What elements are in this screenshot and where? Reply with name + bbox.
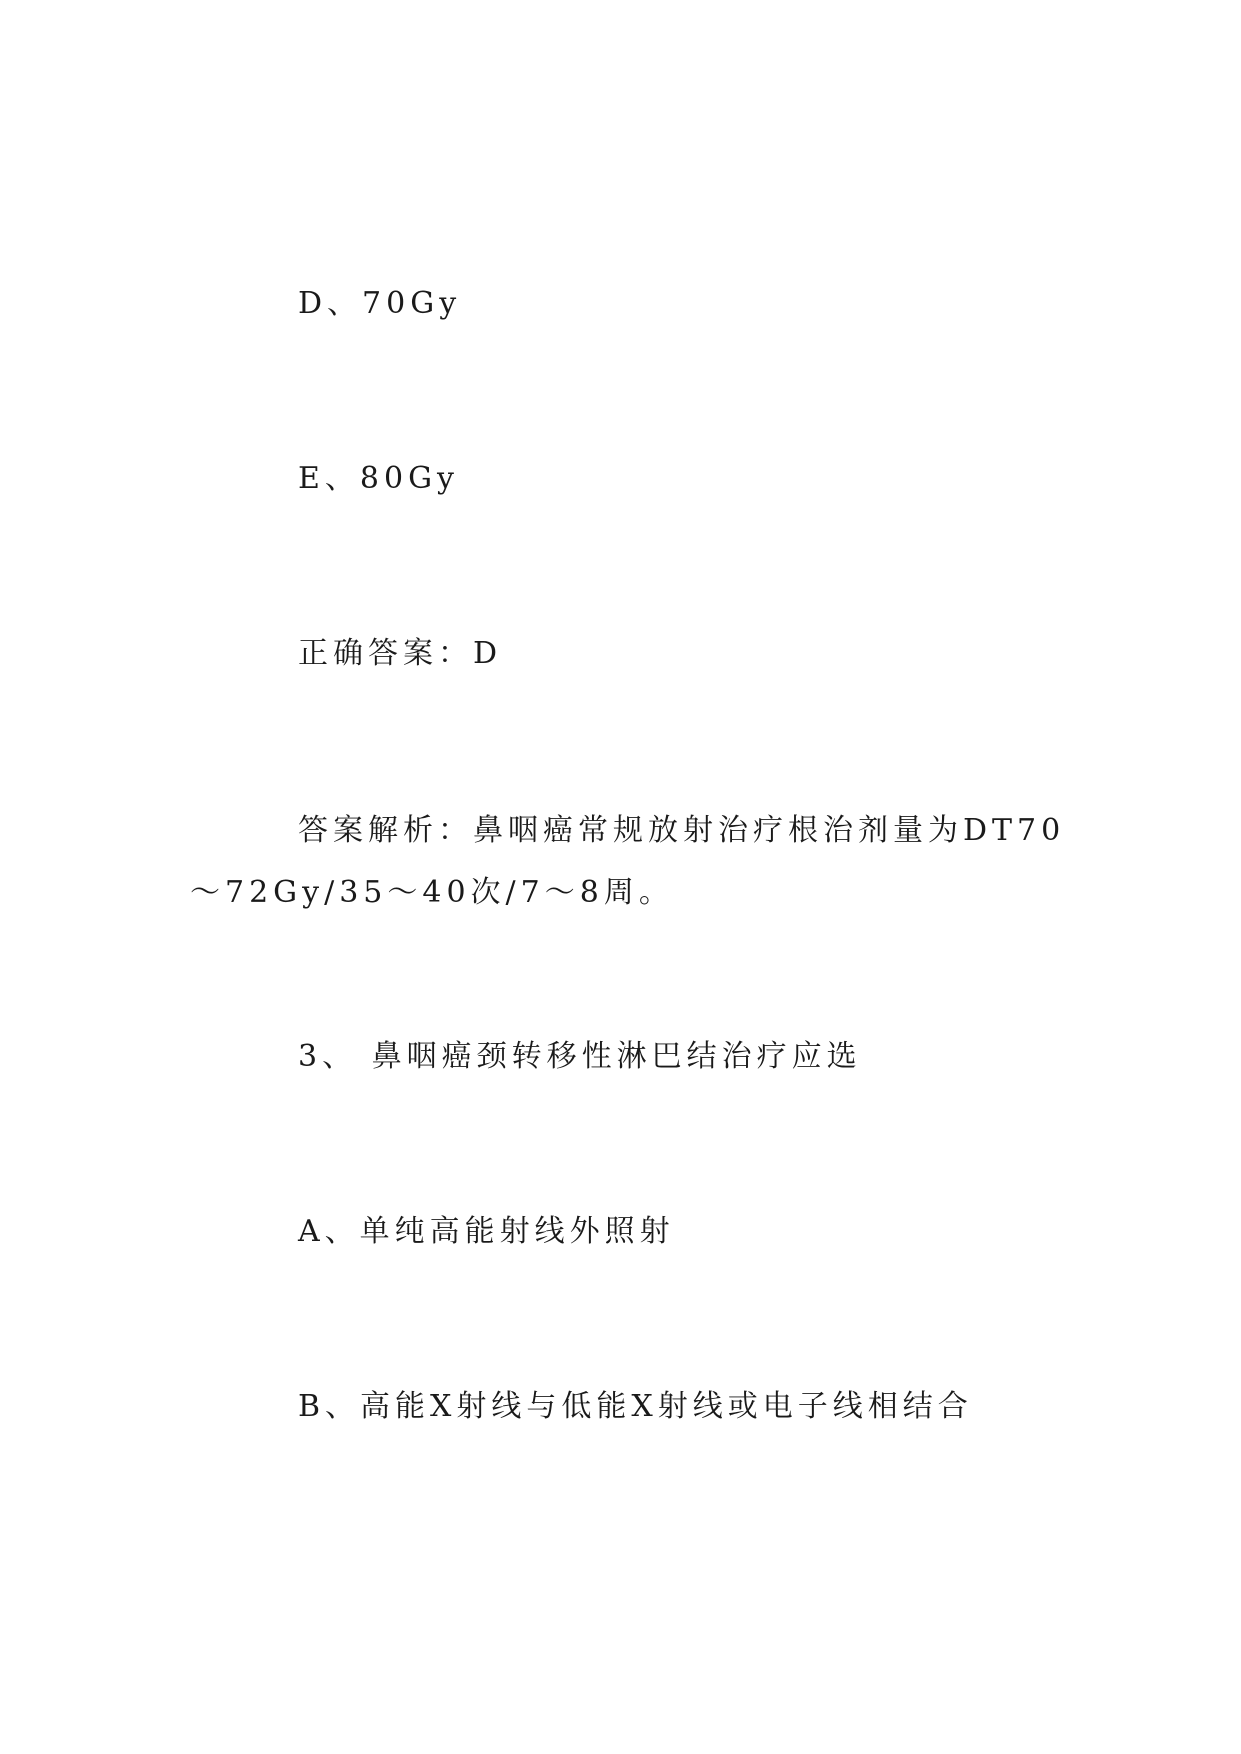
answer-explanation-paragraph: 答案解析：鼻咽癌常规放射治疗根治剂量为DT70～72Gy/35～40次/7～8周。 [190,813,1066,910]
question-3-title: 3、 鼻咽癌颈转移性淋巴结治疗应选 [298,1039,862,1074]
option-e-text: E、80Gy [298,461,459,496]
correct-answer-text: 正确答案：D [298,636,503,671]
question-3-option-b: B、高能X射线与低能X射线或电子线相结合 [298,1389,973,1424]
option-d-text: D、70Gy [298,286,462,321]
question-3-option-a: A、单纯高能射线外照射 [298,1214,675,1249]
